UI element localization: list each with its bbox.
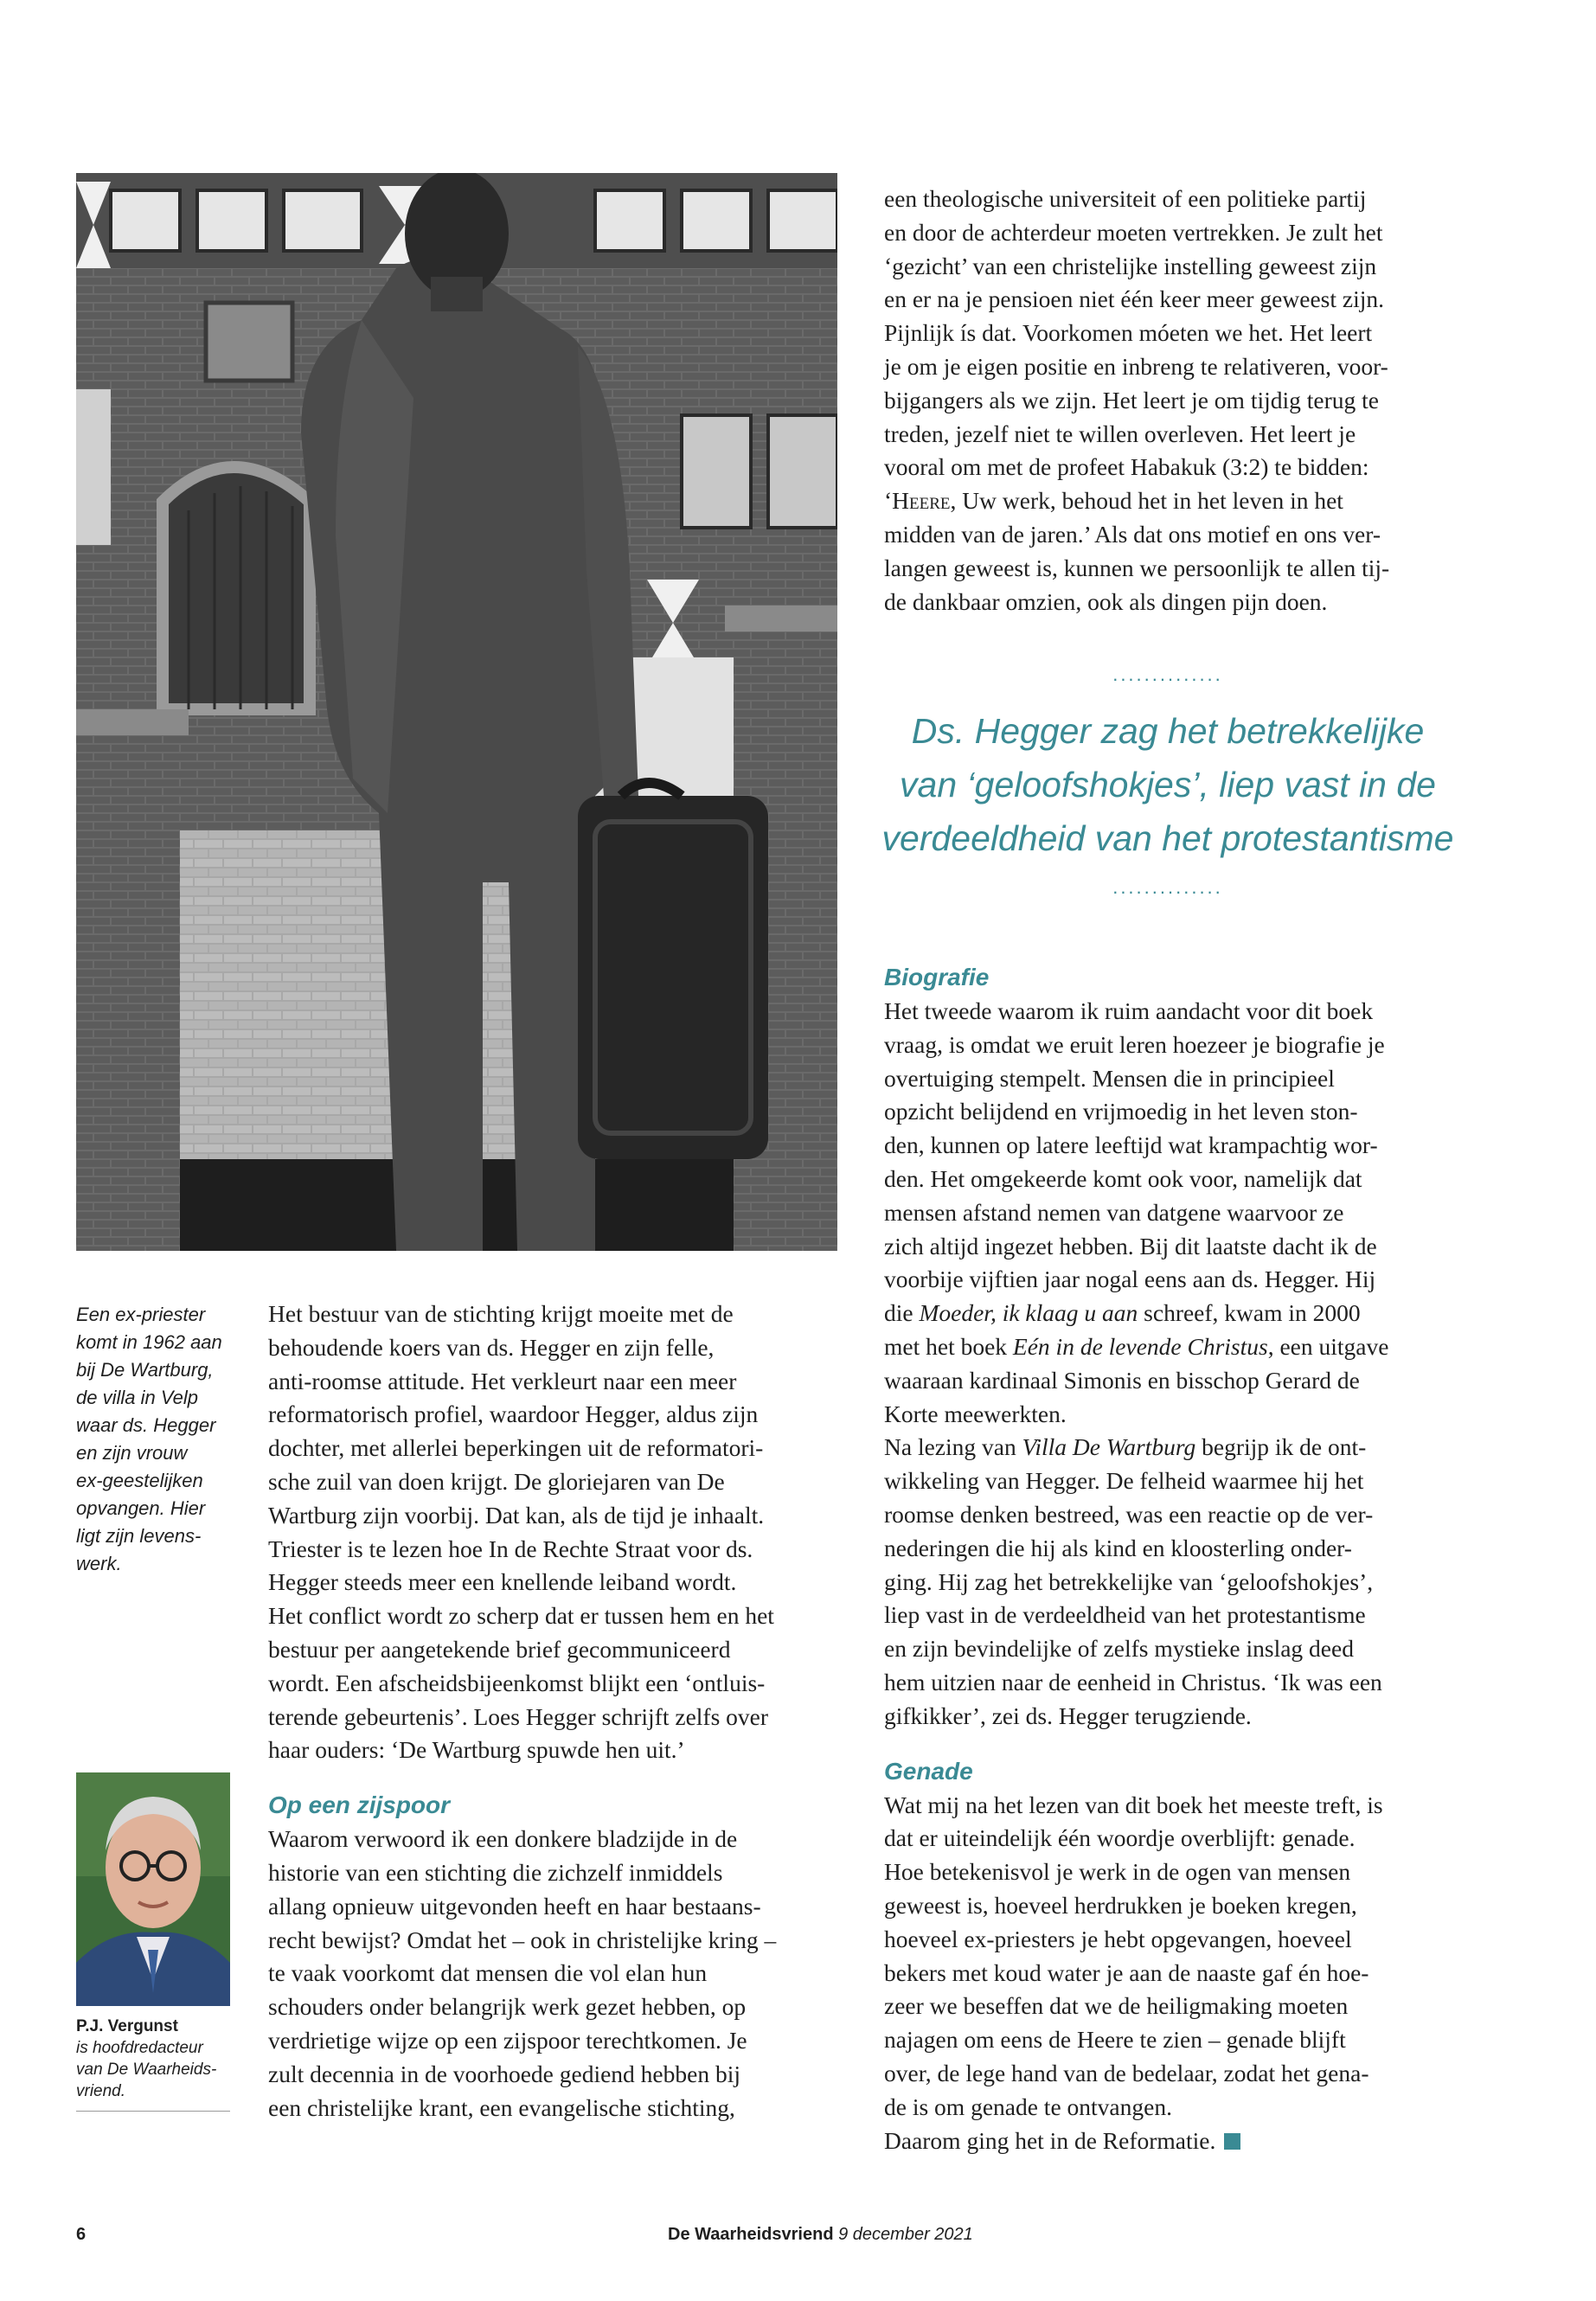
text-line: midden van de jaren.’ Als dat ons motief en ons ver- [884, 520, 1381, 548]
book-title: Villa De Wartburg [1022, 1433, 1196, 1461]
article-column-3 [884, 960, 1472, 2157]
text-line: waar ds. Hegger [76, 1414, 216, 1436]
text-line: ‘gezicht’ van een christelijke instelling geweest zijn [884, 252, 1377, 279]
text-line: najagen om eens de Heere te zien – genade blijft [884, 2026, 1346, 2054]
text-line: roomse denken bestreed, was een reactie op de ver- [884, 1500, 1374, 1528]
text-line: Het bestuur van de stichting krijgt moeite met de [268, 1300, 734, 1327]
paragraph [884, 1789, 1472, 2125]
text-line: langen geweest is, kunnen we persoonlijk te allen tij- [884, 554, 1390, 581]
paragraph-line: ‘Heere, Uw werk, behoud het in het leven in het [884, 487, 1343, 515]
text-line: de is om genade te ontvangen. [884, 2093, 1172, 2120]
text-line: over, de lege hand van de bedelaar, zodat het gena- [884, 2059, 1369, 2086]
text-line: mensen afstand nemen van datgene waarvoor ze [884, 1198, 1344, 1226]
text-line: opzicht belijdend en vrijmoedig in het leven ston- [884, 1098, 1358, 1125]
text-line: recht bewijst? Omdat het – ook in christelijke kring – [268, 1926, 777, 1953]
text-line: is hoofdredacteur [76, 2039, 203, 2057]
text-line: van ‘geloofshokjes’, liep vast in de [900, 765, 1436, 804]
paragraph [884, 995, 1472, 1297]
text-line: Korte meewerkten. [884, 1400, 1067, 1427]
text-line: nederingen die hij als kind en kloosterling onder- [884, 1534, 1352, 1561]
text-line: wordt. Een afscheidsbijeenkomst blijkt een ‘ontluis- [268, 1669, 766, 1696]
text-line: de dankbaar omzien, ook als dingen pijn doen. [884, 587, 1328, 615]
text-line: zich altijd ingezet hebben. Bij dit laatste dacht ik de [884, 1232, 1377, 1259]
paragraph-line: Daarom ging het in de Reformatie. [884, 2125, 1472, 2158]
author-info [76, 2016, 230, 2112]
text-line: bijgangers als we zijn. Het leert je om tijdig terug te [884, 386, 1379, 413]
text-line: reformatorisch profiel, waardoor Hegger, aldus zijn [268, 1400, 759, 1428]
text-line: ligt zijn levens- [76, 1525, 202, 1547]
subheading-genade: Genade [884, 1757, 973, 1785]
heere-smallcaps: Heere [892, 487, 951, 515]
text-line: behoudende koers van ds. Hegger en zijn felle, [268, 1333, 715, 1361]
paragraph [268, 1298, 830, 1767]
avatar [76, 1772, 230, 2006]
text-line: haar ouders: ‘De Wartburg spuwde hen uit.’ [268, 1736, 685, 1764]
text-line: zeer we beseffen dat we de heiligmaking moeten [884, 1992, 1349, 2020]
text-line: de villa in Velp [76, 1387, 199, 1408]
text-line: Wat mij na het lezen van dit boek het meeste treft, is [884, 1791, 1383, 1818]
text-line: Het tweede waarom ik ruim aandacht voor dit boek [884, 997, 1374, 1024]
text-line: voorbije vijftien jaar nogal eens aan ds. Hegger. Hij [884, 1266, 1376, 1293]
author-role [76, 2037, 230, 2102]
text-line: Ds. Hegger zag het betrekkelijke [911, 711, 1425, 751]
text-line: werk. [76, 1553, 122, 1574]
paragraph-line: met het boek Eén in de levende Christus, een uitgave [884, 1332, 1389, 1360]
text-line: wikkeling van Hegger. De felheid waarmee hij het [884, 1467, 1364, 1495]
text-line: en zijn vrouw [76, 1442, 188, 1464]
text-line: allang opnieuw uitgevonden heeft en haar bestaans- [268, 1892, 761, 1920]
text-line: vraag, is omdat we eruit leren hoezeer je biografie je [884, 1030, 1385, 1058]
paragraph [884, 183, 1472, 484]
magazine-name: De Waarheidsvriend [668, 2225, 834, 2244]
photo-illustration [76, 173, 837, 1251]
text-line: hem uitzien naar de eenheid in Christus. ‘Ik was een [884, 1668, 1382, 1695]
paragraph [884, 518, 1472, 619]
text-line: zult decennia in de voorhoede gediend hebben bij [268, 2060, 740, 2087]
subheading-biografie: Biografie [884, 964, 990, 990]
text-line: hoeveel ex-priesters je hebt opgevangen, hoeveel [884, 1925, 1352, 1952]
text-line: Triester is te lezen hoe In de Rechte Straat voor ds. [268, 1535, 753, 1562]
pull-quote-dots-bottom: .............. [1112, 876, 1223, 898]
text-line: verdrietige wijze op een zijspoor terechtkomen. Je [268, 2026, 747, 2054]
photo-caption [76, 1301, 232, 1578]
text-line: waaraan kardinaal Simonis en bisschop Gerard de [884, 1366, 1360, 1394]
pull-quote-text [874, 704, 1462, 865]
text-line: Hoe betekenisvol je werk in de ogen van mensen [884, 1858, 1351, 1886]
text-line: opvangen. Hier [76, 1497, 206, 1519]
footer-magazine [668, 2225, 973, 2245]
text-line: ging. Hij zag het betrekkelijke van ‘geloofshokjes’, [884, 1567, 1374, 1595]
paragraph [884, 1465, 1472, 1733]
text-line: en zijn bevindelijke of zelfs mystieke inslag deed [884, 1635, 1354, 1663]
text-line: treden, jezelf niet te willen overleven. Het leert je [884, 420, 1356, 447]
text-line: schouders onder belangrijk werk gezet hebben, op [268, 1993, 747, 2021]
text-line: komt in 1962 aan [76, 1331, 222, 1353]
text-line: den. Het omgekeerde komt ook voor, namelijk dat [884, 1164, 1362, 1192]
text-line: bij De Wartburg, [76, 1359, 214, 1381]
text-line: vriend. [76, 2082, 126, 2100]
text-line: Een ex-priester [76, 1304, 206, 1325]
text-line: sche zuil van doen krijgt. De gloriejaren van De [268, 1467, 725, 1495]
end-mark-icon [1224, 2133, 1240, 2150]
text-line: Wartburg zijn voorbij. Dat kan, als de tijd je inhaalt. [268, 1501, 765, 1529]
text-line: Pijnlijk ís dat. Voorkomen móeten we het. Het leert [884, 319, 1373, 347]
author-name: P.J. Vergunst [76, 2017, 178, 2035]
text-line: den, kunnen op latere leeftijd wat krampachtig wor- [884, 1131, 1378, 1159]
article-column-2 [884, 183, 1472, 619]
text-line: en door de achterdeur moeten vertrekken. Je zult het [884, 218, 1383, 246]
article-column-1 [268, 1298, 830, 2125]
issue-date: 9 december 2021 [838, 2225, 973, 2244]
paragraph-line: die Moeder, ik klaag u aan schreef, kwam in 2000 [884, 1299, 1361, 1327]
text-line: dat er uiteindelijk één woordje overblijft: genade. [884, 1824, 1356, 1852]
paragraph-line: Na lezing van Villa De Wartburg begrijp ik de ont- [884, 1433, 1367, 1461]
feature-photo [76, 173, 837, 1251]
text-line: overtuiging stempelt. Mensen die in principieel [884, 1064, 1335, 1092]
book-title: Moeder, ik klaag u aan [919, 1299, 1138, 1327]
text-line: Hegger steeds meer een knellende leiband wordt. [268, 1568, 737, 1596]
text-line: Waarom verwoord ik een donkere bladzijde in de [268, 1825, 738, 1853]
pull-quote [874, 664, 1462, 898]
text-line: te vaak voorkomt dat mensen die vol elan hun [268, 1959, 708, 1987]
author-portrait [76, 1772, 230, 2006]
page-number: 6 [76, 2225, 87, 2244]
text-line: vooral om met de profeet Habakuk (3:2) te bidden: [884, 453, 1369, 481]
text-line: je om je eigen positie en inbreng te relativeren, voor- [884, 352, 1388, 380]
text-line: gifkikker’, zei ds. Hegger terugziende. [884, 1702, 1252, 1729]
paragraph [268, 1823, 830, 2125]
book-title: Eén in de levende Christus [1012, 1332, 1268, 1360]
text-line: en er na je pensioen niet één keer meer geweest zijn. [884, 285, 1384, 313]
spacer [884, 1734, 1472, 1754]
text-line: dochter, met allerlei beperkingen uit de reformatori- [268, 1434, 764, 1462]
text-line: bestuur per aangetekende brief gecommuniceerd [268, 1635, 731, 1663]
text-line: Het conflict wordt zo scherp dat er tussen hem en het [268, 1602, 774, 1630]
text-line: bekers met koud water je aan de naaste gaf én hoe- [884, 1958, 1369, 1986]
text-line: liep vast in de verdeeldheid van het protestantisme [884, 1601, 1366, 1629]
text-line: geweest is, hoeveel herdrukken je boeken kregen, [884, 1891, 1357, 1919]
text-line: terende gebeurtenis’. Loes Hegger schrijft zelfs over [268, 1702, 769, 1730]
text-line: ex-geestelijken [76, 1470, 203, 1491]
text-line: een theologische universiteit of een politieke partij [884, 185, 1367, 212]
pull-quote-dots-top: .............. [1112, 663, 1223, 685]
text-line: anti-roomse attitude. Het verkleurt naar een meer [268, 1367, 737, 1394]
text-line: historie van een stichting die zichzelf inmiddels [268, 1858, 723, 1886]
subheading-zijspoor: Op een zijspoor [268, 1791, 451, 1819]
paragraph [884, 1364, 1472, 1432]
text-line: verdeeldheid van het protestantisme [881, 818, 1454, 858]
spacer [268, 1767, 830, 1788]
text-line: van De Waarheids- [76, 2061, 217, 2079]
text-line: een christelijke krant, een evangelische stichting, [268, 2093, 735, 2121]
